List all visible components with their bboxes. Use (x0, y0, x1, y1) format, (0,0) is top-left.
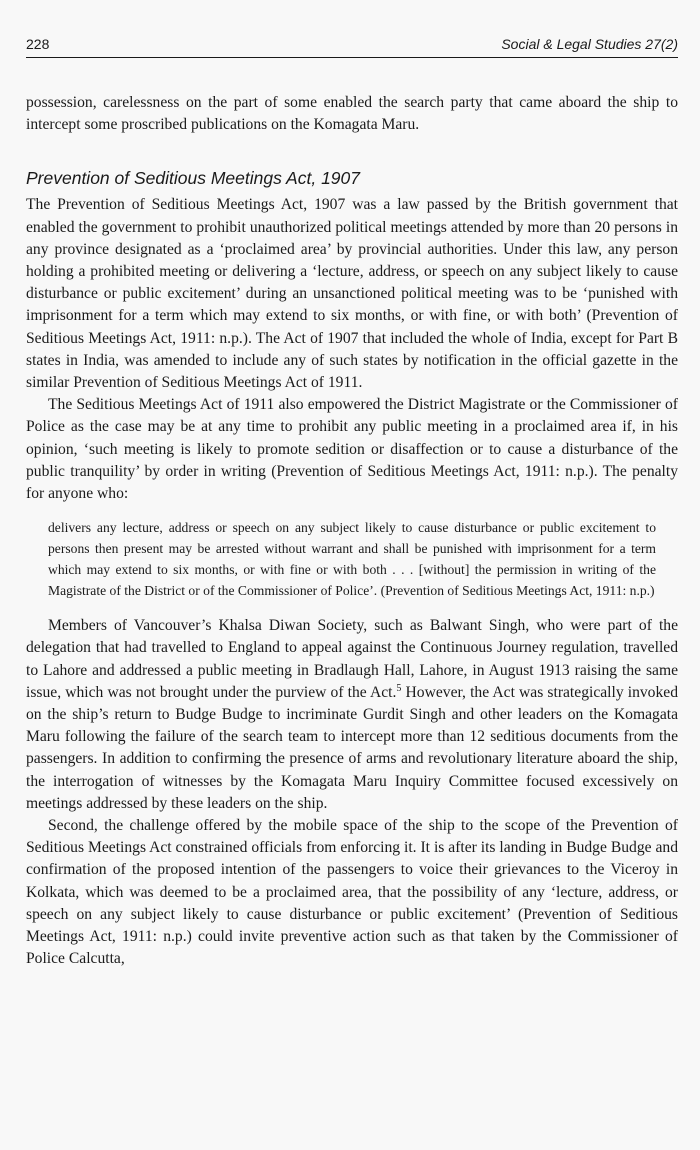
page-number: 228 (26, 36, 50, 52)
article-body (26, 92, 678, 971)
footnote-marker[interactable]: 5 (396, 682, 402, 694)
paragraph-continuation: possession, carelessness on the part of some enabled the search party that came aboard the ship to intercept some proscribed publications on the Komagata Maru. (26, 94, 678, 134)
running-header (26, 36, 678, 58)
block-quote: delivers any lecture, address or speech on any subject likely to cause disturbance or public excitement to persons then present may be arrested without warrant and shall be punished with imprisonment for a term which may extend to six months, or with fine or with both . . . [without] the permission in writing of the Magistrate of the District or of the Commissioner of Police’. (Prevention of Seditious Meetings Act, 1911: n.p.) (48, 520, 656, 599)
header-rule (26, 57, 678, 58)
section-heading: Prevention of Seditious Meetings Act, 1907 (26, 168, 360, 189)
paragraph-text: However, the Act was strategically invoked on the ship’s return to Budge Budge to incriminate Gurdit Singh and other leaders on the Komagata Maru following the failure of the search team to intercept more than 12 seditious documents from the passengers. In addition to confirming the presence of arms and revolutionary literature aboard the ship, the interrogation of witnesses by the Komagata Maru Inquiry Committee focused excessively on meetings addressed by these leaders on the ship. (26, 683, 678, 812)
paragraph: The Prevention of Seditious Meetings Act, 1907 was a law passed by the British government that enabled the government to prohibit unauthorized political meetings attended by more than 20 persons in any province designated as a ‘proclaimed area’ by provincial authorities. Under this law, any person holding a prohibited meeting or delivering a ‘lecture, address, or speech on any subject likely to cause disturbance or public excitement’ during an unsanctioned political meeting was to be ‘punished with imprisonment for a term which may extend to six months, or with fine, or with both’ (Prevention of Seditious Meetings Act, 1911: n.p.). The Act of 1907 that included the whole of India, except for Part B states in India, was amended to include any of such states by notification in the official gazette in the similar Prevention of Seditious Meetings Act of 1911. (26, 196, 678, 392)
journal-citation: Social & Legal Studies 27(2) (501, 36, 678, 52)
paragraph (26, 615, 678, 815)
paragraph-text: Members of Vancouver’s Khalsa Diwan Society, such as Balwant Singh, who were part of the delegation that had travelled to England to appeal against the Continuous Journey regulation, travelled to Lahore and addressed a public meeting in Bradlaugh Hall, Lahore, in August 1913 raising the same issue, which was not brought under the purview of the Act. (26, 617, 678, 701)
paragraph: Second, the challenge offered by the mobile space of the ship to the scope of the Prevention of Seditious Meetings Act constrained officials from enforcing it. It is after its landing in Budge Budge and confirmation of the proposed intention of the passengers to voice their grievances to the Viceroy in Kolkata, which was deemed to be a proclaimed area, that the possibility of any ‘lecture, address, or speech on any subject likely to cause disturbance or public excitement’ (Prevention of Seditious Meetings Act, 1911: n.p.) could invite preventive action such as that taken by the Commissioner of Police Calcutta, (26, 817, 678, 968)
paragraph: The Seditious Meetings Act of 1911 also empowered the District Magistrate or the Commissioner of Police as the case may be at any time to prohibit any public meeting in a proclaimed area if, in his opinion, ‘such meeting is likely to promote sedition or disaffection or to cause a disturbance of the public tranquility’ by order in writing (Prevention of Seditious Meetings Act, 1911: n.p.). The penalty for anyone who: (26, 396, 678, 503)
